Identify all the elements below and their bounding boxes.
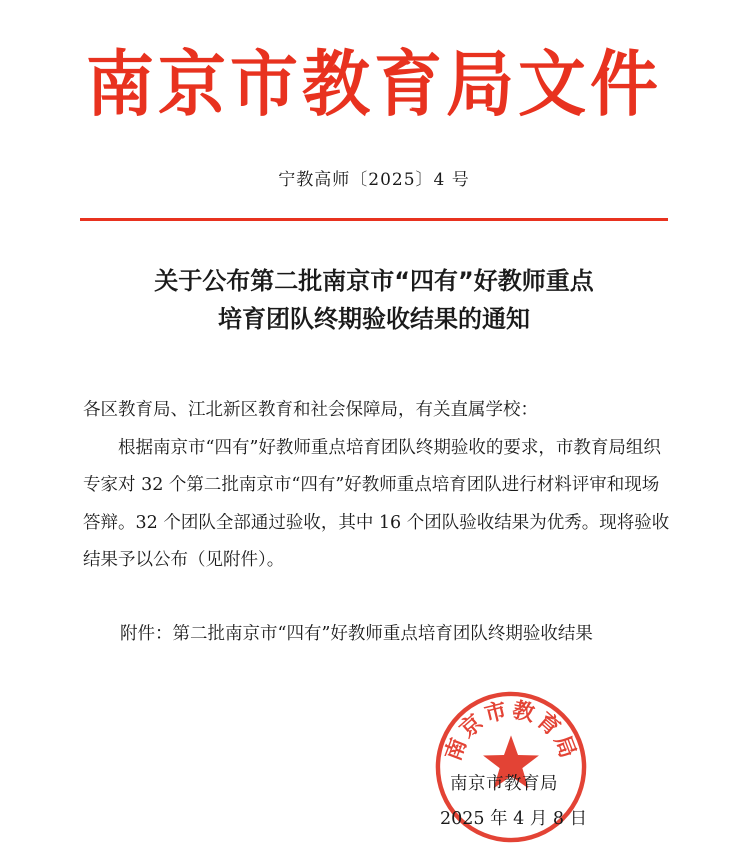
notice-title bbox=[0, 262, 748, 338]
seal-text-path: 南京市教育局 bbox=[440, 697, 582, 765]
attachment-label: 附件： bbox=[120, 624, 173, 644]
attachment-title: 第二批南京市“四有”好教师重点培育团队终期验收结果 bbox=[172, 624, 593, 644]
notice-body bbox=[83, 392, 673, 580]
body-paragraph: 根据南京市“四有”好教师重点培育团队终期验收的要求，市教育局组织专家对 32 个第二批南京市“四有”好教师重点培育团队进行材料评审和现场答辩。32 个团队全部通过验收，其中 16 个团队验收结果为优秀。现将验收结果予以公布（见附件）。 bbox=[83, 437, 670, 570]
notice-title-line-1: 关于公布第二批南京市“四有”好教师重点 bbox=[154, 267, 594, 295]
signature-organization: 南京市教育局 bbox=[450, 774, 558, 794]
document-number: 宁教高师〔2025〕4 号 bbox=[278, 170, 470, 190]
masthead-title: 南京市教育局文件 bbox=[85, 43, 662, 128]
addressee: 各区教育局、江北新区教育和社会保障局，有关直属学校： bbox=[83, 400, 538, 420]
notice-title-line-2: 培育团队终期验收结果的通知 bbox=[218, 305, 530, 333]
attachment-note bbox=[120, 616, 680, 654]
red-divider-line bbox=[80, 218, 668, 221]
signature-date: 2025 年 4 月 8 日 bbox=[440, 809, 588, 829]
